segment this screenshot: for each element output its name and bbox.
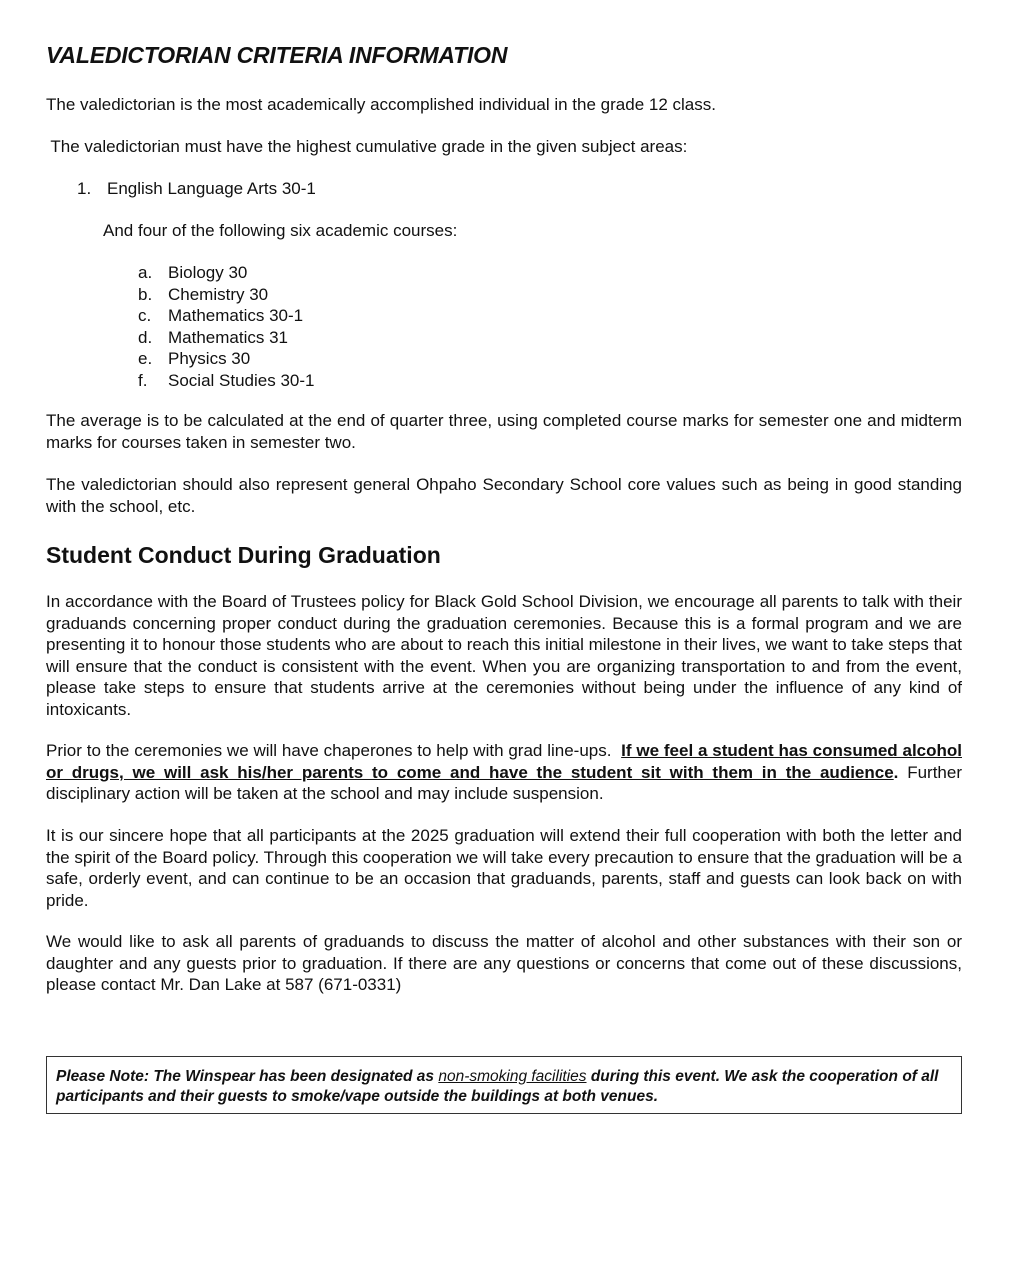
- valedictorian-heading: VALEDICTORIAN CRITERIA INFORMATION: [46, 42, 508, 68]
- list-item: [138, 305, 314, 327]
- list-item: [138, 284, 314, 306]
- chaperone-text: Prior to the ceremonies we will have chaperones to help with grad line-ups.: [46, 741, 622, 760]
- required-course-item: [77, 178, 316, 200]
- cooperation-paragraph: It is our sincere hope that all participants at the 2025 graduation will extend their full cooperation with both the letter and the spirit of the Board policy. Through this cooperation we will take every precaution to ensure that the graduation will be a safe, orderly event, and can continue to be an occasion that graduands, parents, staff and guests can look back on with pride.: [46, 826, 963, 910]
- chaperone-paragraph: [46, 740, 962, 805]
- list-marker: 1.: [77, 179, 92, 198]
- course-label: Chemistry 30: [168, 284, 269, 304]
- conduct-heading: Student Conduct During Graduation: [46, 542, 441, 568]
- course-label: Mathematics 30-1: [168, 306, 304, 325]
- list-marker: b.: [138, 284, 153, 304]
- average-calculation-paragraph: The average is to be calculated at the end of quarter three, using completed course marks for semester one and midterm marks for courses taken in semester two.: [46, 411, 962, 452]
- course-label: Physics 30: [168, 349, 251, 368]
- course-choice-intro: And four of the following six academic courses:: [103, 221, 458, 240]
- note-text-start: Please Note: The Winspear has been designated as: [56, 1068, 439, 1085]
- non-smoking-facilities-text: non-smoking facilities: [438, 1068, 587, 1085]
- list-item: [138, 348, 314, 370]
- list-item: [138, 262, 314, 284]
- note-text-end: during this event. We ask the cooperation of all participants and their guests to smoke/vape outside the buildings at both venues.: [56, 1068, 939, 1105]
- list-marker: a.: [138, 263, 153, 282]
- list-marker: e.: [138, 349, 153, 368]
- valedictorian-requirement: The valedictorian must have the highest cumulative grade in the given subject areas:: [46, 137, 688, 156]
- alcohol-warning-period: .: [893, 762, 899, 782]
- core-values-paragraph: The valedictorian should also represent general Ohpaho Secondary School core values such as being in good standing with the school, etc.: [46, 475, 962, 516]
- required-course-label: English Language Arts 30-1: [107, 179, 316, 198]
- list-marker: f.: [138, 370, 148, 390]
- contact-paragraph: We would like to ask all parents of graduands to discuss the matter of alcohol and other substances with their son or daughter and any guests prior to graduation. If there are any questions or concerns that come out of these discussions, please contact Mr. Dan Lake at 587 (671-0331): [46, 932, 962, 994]
- course-label: Mathematics 31: [168, 327, 288, 347]
- list-item: [138, 327, 314, 349]
- course-label: Social Studies 30-1: [168, 370, 315, 390]
- list-marker: c.: [138, 306, 152, 325]
- list-item: [138, 370, 314, 392]
- alcohol-warning: If we feel a student has consumed alcohol or drugs, we will ask his/her parents to come and have the student sit with them in the audience: [46, 741, 962, 782]
- elective-course-list: [138, 262, 314, 391]
- valedictorian-intro: The valedictorian is the most academically accomplished individual in the grade 12 class.: [46, 95, 716, 114]
- non-smoking-note-box: [46, 1056, 962, 1114]
- conduct-policy-paragraph: In accordance with the Board of Trustees policy for Black Gold School Division, we encourage all parents to talk with their graduands concerning proper conduct during the graduation ceremonies. Because this is a formal program and we are presenting it to honour those students who are about to reach this initial milestone in their lives, we want to take steps that will ensure that the conduct is consistent with the event. When you are organizing transportation to and from the event, please take steps to ensure that students arrive at the ceremonies without being under the influence of any kind of intoxicants.: [46, 592, 962, 719]
- list-marker: d.: [138, 327, 153, 347]
- disciplinary-text: Further disciplinary action will be taken at the school and may include suspension.: [46, 762, 962, 803]
- course-label: Biology 30: [168, 263, 248, 282]
